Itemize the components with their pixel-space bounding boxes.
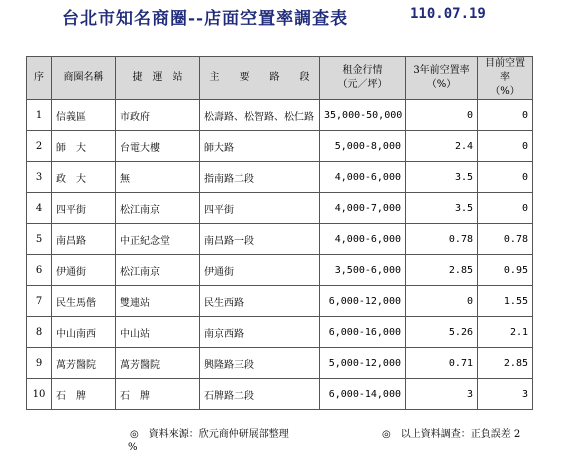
cell-rate-now: 3 xyxy=(478,379,533,410)
cell-no: 1 xyxy=(27,100,52,131)
col-header-rate-now: 目前空置率 （%） xyxy=(478,57,533,100)
cell-no: 2 xyxy=(27,131,52,162)
col-header-no: 序 xyxy=(27,57,52,100)
cell-mrt-station: 台電大樓 xyxy=(116,131,200,162)
cell-district-name: 四平街 xyxy=(52,193,116,224)
col-header-rate-3y: 3年前空置率 （%） xyxy=(406,57,478,100)
cell-main-roads: 石牌路二段 xyxy=(200,379,320,410)
cell-district-name: 石 牌 xyxy=(52,379,116,410)
cell-district-name: 信義區 xyxy=(52,100,116,131)
cell-rate-3y: 2.4 xyxy=(406,131,478,162)
cell-rate-3y: 2.85 xyxy=(406,255,478,286)
cell-main-roads: 民生西路 xyxy=(200,286,320,317)
cell-rent: 6,000-14,000 xyxy=(320,379,406,410)
page-title: 台北市知名商圈--店面空置率調查表 xyxy=(62,9,349,29)
cell-rate-3y: 3.5 xyxy=(406,193,478,224)
cell-rate-now: 0.78 xyxy=(478,224,533,255)
cell-rent: 5,000-12,000 xyxy=(320,348,406,379)
cell-no: 6 xyxy=(27,255,52,286)
cell-rent: 5,000-8,000 xyxy=(320,131,406,162)
cell-district-name: 南昌路 xyxy=(52,224,116,255)
cell-district-name: 中山南西 xyxy=(52,317,116,348)
cell-mrt-station: 松江南京 xyxy=(116,193,200,224)
cell-no: 9 xyxy=(27,348,52,379)
cell-rate-now: 1.55 xyxy=(478,286,533,317)
table-row xyxy=(27,379,533,410)
vacancy-table xyxy=(26,56,533,410)
cell-rate-now: 0 xyxy=(478,100,533,131)
cell-mrt-station: 雙連站 xyxy=(116,286,200,317)
cell-rate-now: 0.95 xyxy=(478,255,533,286)
col-header-station: 捷 運 站 xyxy=(116,57,200,100)
cell-main-roads: 南京西路 xyxy=(200,317,320,348)
cell-mrt-station: 無 xyxy=(116,162,200,193)
cell-rent: 4,000-7,000 xyxy=(320,193,406,224)
cell-mrt-station: 市政府 xyxy=(116,100,200,131)
cell-rate-now: 0 xyxy=(478,193,533,224)
cell-district-name: 政 大 xyxy=(52,162,116,193)
table-row xyxy=(27,255,533,286)
survey-date: 110.07.19 xyxy=(410,6,486,22)
cell-rate-3y: 0.71 xyxy=(406,348,478,379)
table-row xyxy=(27,348,533,379)
error-note: ◎ 以上資料調查：正負誤差 2 xyxy=(382,429,521,440)
cell-rate-now: 2.85 xyxy=(478,348,533,379)
cell-no: 7 xyxy=(27,286,52,317)
col-header-roads: 主 要 路 段 xyxy=(200,57,320,100)
cell-rate-now: 0 xyxy=(478,162,533,193)
cell-mrt-station: 松江南京 xyxy=(116,255,200,286)
cell-rate-3y: 5.26 xyxy=(406,317,478,348)
table-row xyxy=(27,131,533,162)
cell-rent: 3,500-6,000 xyxy=(320,255,406,286)
cell-district-name: 萬芳醫院 xyxy=(52,348,116,379)
cell-main-roads: 四平街 xyxy=(200,193,320,224)
table-row xyxy=(27,162,533,193)
table-header-row xyxy=(27,57,533,100)
cell-main-roads: 伊通街 xyxy=(200,255,320,286)
table-row xyxy=(27,224,533,255)
cell-rate-3y: 0 xyxy=(406,100,478,131)
cell-no: 8 xyxy=(27,317,52,348)
cell-no: 10 xyxy=(27,379,52,410)
cell-rent: 4,000-6,000 xyxy=(320,162,406,193)
cell-rate-3y: 3 xyxy=(406,379,478,410)
cell-rate-3y: 0 xyxy=(406,286,478,317)
cell-rate-now: 2.1 xyxy=(478,317,533,348)
cell-main-roads: 指南路二段 xyxy=(200,162,320,193)
cell-main-roads: 松壽路、松智路、松仁路 xyxy=(200,100,320,131)
col-header-rent: 租金行情 （元／坪） xyxy=(320,57,406,100)
cell-main-roads: 興隆路三段 xyxy=(200,348,320,379)
cell-mrt-station: 中正紀念堂 xyxy=(116,224,200,255)
cell-rent: 35,000-50,000 xyxy=(320,100,406,131)
error-note-unit: % xyxy=(128,442,138,453)
table-row xyxy=(27,317,533,348)
cell-rent: 4,000-6,000 xyxy=(320,224,406,255)
cell-mrt-station: 萬芳醫院 xyxy=(116,348,200,379)
cell-no: 3 xyxy=(27,162,52,193)
table-row xyxy=(27,286,533,317)
cell-district-name: 伊通街 xyxy=(52,255,116,286)
cell-rate-now: 0 xyxy=(478,131,533,162)
cell-main-roads: 師大路 xyxy=(200,131,320,162)
table-row xyxy=(27,100,533,131)
cell-no: 4 xyxy=(27,193,52,224)
cell-no: 5 xyxy=(27,224,52,255)
table-row xyxy=(27,193,533,224)
cell-rate-3y: 3.5 xyxy=(406,162,478,193)
cell-mrt-station: 中山站 xyxy=(116,317,200,348)
source-note: ◎ 資料來源：欣元商仲研展部整理 xyxy=(130,429,289,440)
cell-rate-3y: 0.78 xyxy=(406,224,478,255)
cell-district-name: 民生馬偕 xyxy=(52,286,116,317)
cell-main-roads: 南昌路一段 xyxy=(200,224,320,255)
cell-rent: 6,000-12,000 xyxy=(320,286,406,317)
cell-mrt-station: 石 牌 xyxy=(116,379,200,410)
col-header-name: 商圈名稱 xyxy=(52,57,116,100)
cell-rent: 6,000-16,000 xyxy=(320,317,406,348)
cell-district-name: 師 大 xyxy=(52,131,116,162)
